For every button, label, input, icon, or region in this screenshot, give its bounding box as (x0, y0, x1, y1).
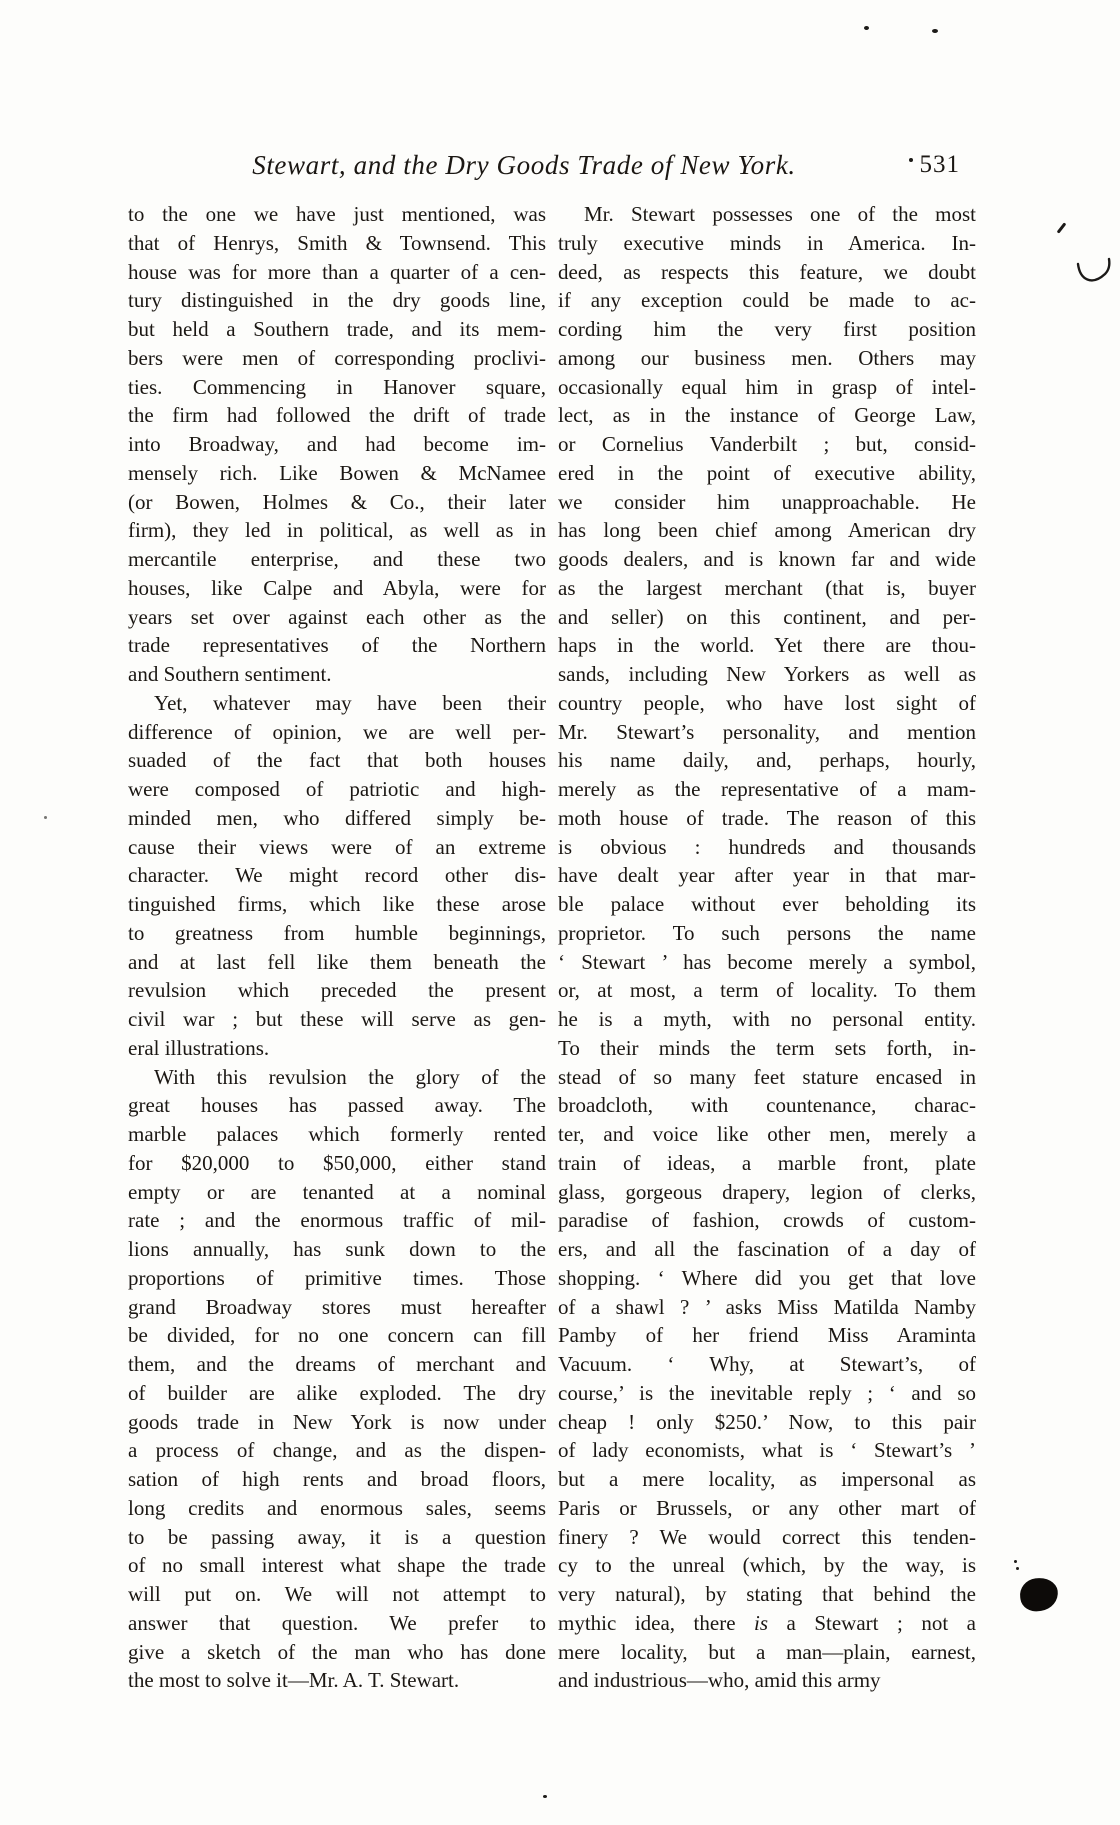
text-line: and industrious—who, amid this army (558, 1668, 881, 1693)
text-line: to the one we have just mentioned, was (128, 202, 546, 226)
text-line: finery ? We would correct this tenden- (558, 1524, 976, 1549)
text-line: will put on. We will not attempt to (128, 1582, 546, 1606)
text-line: he is a myth, with no personal entity. (558, 1007, 976, 1031)
pen-tick-mark (1057, 222, 1067, 233)
text-line: lions annually, has sunk down to the (128, 1237, 546, 1261)
text-line: country people, who have lost sight of (558, 690, 976, 715)
text-line: of builder are alike exploded. The dry (128, 1380, 546, 1405)
text-line: merely as the representative of a mam- (558, 777, 976, 801)
text-line: character. We might record other dis- (128, 863, 546, 888)
text-line: the firm had followed the drift of trade (128, 403, 546, 428)
text-line: cy to the unreal (which, by the way, is (558, 1553, 976, 1578)
text-line: if any exception could be made to ac- (558, 288, 976, 313)
text-line: difference of opinion, we are well per- (128, 719, 546, 744)
text-line: for $20,000 to $50,000, either stand (128, 1150, 546, 1175)
text-line: answer that question. We prefer to (128, 1610, 546, 1635)
text-line: lect, as in the instance of George Law, (558, 403, 976, 428)
text-line: ter, and voice like other men, merely a (558, 1122, 976, 1146)
text-line: grand Broadway stores must hereafter (128, 1294, 546, 1319)
scan-speck (909, 158, 913, 162)
text-body (128, 200, 976, 1695)
text-line: deed, as respects this feature, we doubt (558, 259, 976, 284)
text-line: haps in the world. Yet there are thou- (558, 633, 976, 658)
page-header (128, 150, 976, 192)
text-line: and seller) on this continent, and per- (558, 604, 976, 629)
left-column (128, 200, 546, 1695)
scan-speck (864, 26, 869, 30)
text-line: goods trade in New York is now under (128, 1409, 546, 1434)
text-line: has long been chief among American dry (558, 518, 976, 543)
text-line: goods dealers, and is known far and wide (558, 547, 976, 571)
text-line: but a mere locality, as impersonal as (558, 1467, 976, 1491)
scan-speck (932, 29, 938, 33)
text-line: mercantile enterprise, and these two (128, 547, 546, 571)
text-line: paradise of fashion, crowds of custom- (558, 1208, 976, 1233)
text-line: ered in the point of executive ability, (558, 460, 976, 485)
text-line: were composed of patriotic and high- (128, 777, 546, 801)
text-line: we consider him unapproachable. He (558, 489, 976, 514)
text-line: mythic idea, there is a Stewart ; not a (558, 1610, 976, 1635)
text-line: is obvious : hundreds and thousands (558, 834, 976, 859)
text-line: them, and the dreams of merchant and (128, 1352, 546, 1376)
pen-curve-mark (1076, 256, 1114, 295)
text-line: or Cornelius Vanderbilt ; but, consid- (558, 432, 976, 456)
text-line: tinguished firms, which like these arose (128, 892, 546, 916)
text-line: occasionally equal him in grasp of intel- (558, 374, 976, 399)
text-line: minded men, who differed simply be- (128, 805, 546, 830)
text-line: ‘ Stewart ’ has become merely a symbol, (558, 949, 976, 974)
text-line: train of ideas, a marble front, plate (558, 1150, 976, 1175)
text-line: great houses has passed away. The (128, 1093, 546, 1118)
text-line: and at last fell like them beneath the (128, 949, 546, 974)
text-line: civil war ; but these will serve as gen- (128, 1007, 546, 1031)
text-line: ers, and all the fascination of a day of (558, 1237, 976, 1261)
text-line: as the largest merchant (that is, buyer (558, 575, 976, 600)
text-line: suaded of the fact that both houses (128, 748, 546, 773)
text-line: Pamby of her friend Miss Araminta (558, 1323, 976, 1348)
text-line: cause their views were of an extreme (128, 834, 546, 859)
text-line: stead of so many feet stature encased in (558, 1064, 976, 1089)
text-line: give a sketch of the man who has done (128, 1639, 546, 1664)
scan-speck (1016, 1567, 1019, 1570)
text-line: mere locality, but a man—plain, earnest, (558, 1639, 976, 1664)
text-line: to greatness from humble beginnings, (128, 920, 546, 945)
text-line: mensely rich. Like Bowen & McNamee (128, 460, 546, 485)
text-line: ble palace without ever beholding its (558, 892, 976, 916)
text-line: marble palaces which formerly rented (128, 1122, 546, 1146)
text-line: Mr. Stewart’s personality, and mention (558, 719, 976, 744)
right-column (558, 200, 976, 1695)
text-line: sands, including New Yorkers as well as (558, 662, 976, 686)
text-line: empty or are tenanted at a nominal (128, 1179, 546, 1204)
text-line: bers were men of corresponding proclivi- (128, 345, 546, 370)
text-line: broadcloth, with countenance, charac- (558, 1093, 976, 1118)
text-line: that of Henrys, Smith & Townsend. This (128, 230, 546, 255)
text-line: cheap ! only $250.’ Now, to this pair (558, 1409, 976, 1434)
scan-speck (1014, 1560, 1017, 1563)
paragraph (128, 1063, 546, 1696)
text-line: sation of high rents and broad floors, (128, 1467, 546, 1491)
text-line: revulsion which preceded the present (128, 978, 546, 1003)
text-line: be divided, for no one concern can fill (128, 1323, 546, 1348)
text-line: or, at most, a term of locality. To them (558, 978, 976, 1003)
text-line: among our business men. Others may (558, 345, 976, 370)
text-line: moth house of trade. The reason of this (558, 805, 976, 830)
text-line: With this revulsion the glory of the (154, 1064, 546, 1089)
text-line: To their minds the term sets forth, in- (558, 1035, 976, 1060)
text-line: course,’ is the inevitable reply ; ‘ and so (558, 1380, 976, 1405)
text-line: of no small interest what shape the trade (128, 1553, 546, 1578)
text-line: glass, gorgeous drapery, legion of clerks, (558, 1179, 976, 1204)
text-line: and Southern sentiment. (128, 662, 332, 686)
text-line: cording him the very first position (558, 317, 976, 341)
text-line: tury distinguished in the dry goods line, (128, 288, 546, 313)
text-line: years set over against each other as the (128, 604, 546, 629)
text-line: ties. Commencing in Hanover square, (128, 374, 546, 399)
text-line: Yet, whatever may have been their (154, 690, 546, 715)
text-line: (or Bowen, Holmes & Co., their later (128, 489, 546, 514)
text-line: house was for more than a quarter of a cen- (128, 259, 546, 284)
text-line: rate ; and the enormous traffic of mil- (128, 1208, 546, 1233)
text-line: a process of change, and as the dispen- (128, 1438, 546, 1463)
text-line: Paris or Brussels, or any other mart of (558, 1495, 976, 1520)
page-number: 531 (919, 151, 960, 178)
text-line: Mr. Stewart possesses one of the most (584, 202, 976, 226)
running-title: Stewart, and the Dry Goods Trade of New York. (252, 150, 796, 180)
text-line: shopping. ‘ Where did you get that love (558, 1265, 976, 1290)
text-line: to be passing away, it is a question (128, 1524, 546, 1549)
ink-blot (1018, 1576, 1060, 1614)
text-line: Vacuum. ‘ Why, at Stewart’s, of (558, 1352, 976, 1376)
text-line: his name daily, and, perhaps, hourly, (558, 748, 976, 773)
text-line: eral illustrations. (128, 1035, 270, 1060)
text-line: truly executive minds in America. In- (558, 230, 976, 255)
text-line: trade representatives of the Northern (128, 633, 546, 658)
paragraph (128, 689, 546, 1063)
paragraph (128, 200, 546, 689)
text-line: into Broadway, and had become im- (128, 432, 546, 456)
text-line: but held a Southern trade, and its mem- (128, 317, 546, 341)
text-line: of lady economists, what is ‘ Stewart’s ’ (558, 1438, 976, 1463)
scan-speck (543, 1795, 547, 1798)
text-line: the most to solve it—Mr. A. T. Stewart. (128, 1668, 460, 1693)
paragraph (558, 200, 976, 1695)
text-line: houses, like Calpe and Abyla, were for (128, 575, 546, 600)
text-line: of a shawl ? ’ asks Miss Matilda Namby (558, 1294, 976, 1319)
text-line: firm), they led in political, as well as in (128, 518, 546, 543)
scan-speck (44, 816, 47, 819)
text-line: have dealt year after year in that mar- (558, 863, 976, 888)
text-line: proportions of primitive times. Those (128, 1265, 546, 1290)
text-line: very natural), by stating that behind the (558, 1582, 976, 1606)
text-line: long credits and enormous sales, seems (128, 1495, 546, 1520)
text-line: proprietor. To such persons the name (558, 920, 976, 945)
